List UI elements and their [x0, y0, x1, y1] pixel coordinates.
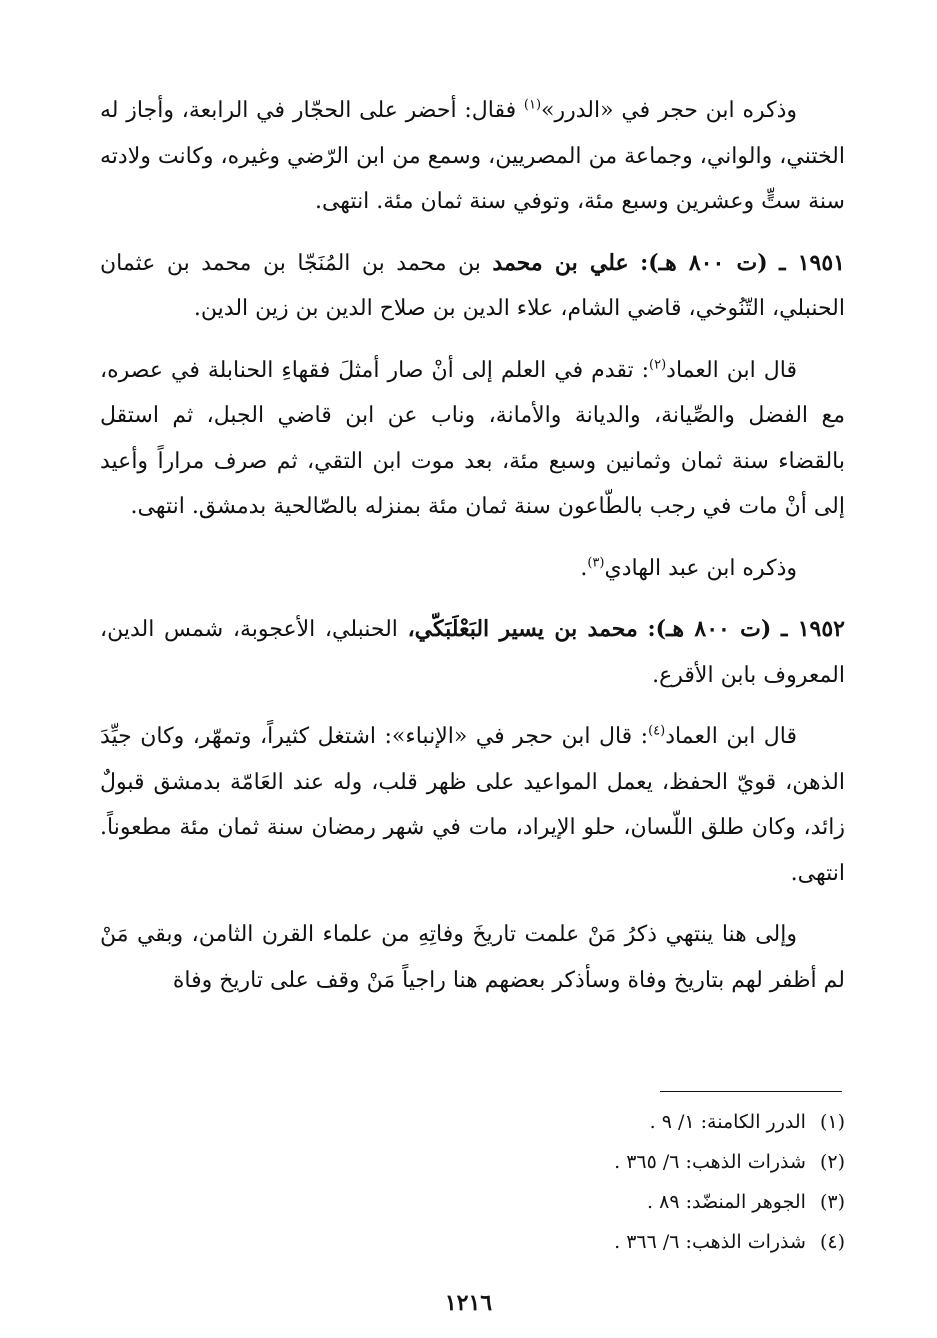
entry-name: محمد بن يسير البَعْلَبَكّي،	[407, 616, 638, 642]
paragraph-closing: وإلى هنا ينتهي ذكرُ مَنْ علمت تاريخَ وفاتِهِ من علماء القرن الثامن، وبقي مَنْ لم أظفر لهم بتاريخ وفاة وسأذكر بعضهم هنا راجياً مَنْ وقف على تاريخ وفاة	[100, 922, 845, 993]
entry-1951	[100, 241, 845, 332]
entry-number: ١٩٥١ ـ	[779, 249, 845, 276]
footnote-3	[100, 1182, 845, 1222]
footnote-ref-4[interactable]: (٤)	[648, 723, 666, 739]
footnote-text: الدرر الكامنة: ١/ ٩ .	[649, 1111, 806, 1133]
footnote-marker: (٢)	[819, 1151, 845, 1173]
paragraph-text: : قال ابن حجر في «الإنباء»: اشتغل كثيراً، وتمهّر، وكان جيِّدَ الذهن، قويّ الحفظ، يعمل المواعيد على ظهر قلب، وله عند العَامّة بدمشق قبولٌ زائد، وكان طلق اللّسان، حلو الإيراد، مات في شهر رمضان سنة ثمان مئة مطعوناً. انتهى.	[100, 724, 845, 886]
paragraph-ibn-hajar	[100, 88, 845, 225]
footnote-text: شذرات الذهب: ٦/ ٣٦٦ .	[614, 1231, 806, 1253]
entry-name: علي بن محمد	[492, 249, 629, 276]
page-number: ١٢١٦	[444, 1290, 493, 1316]
main-text	[100, 88, 845, 1019]
footnote-separator	[660, 1091, 842, 1092]
footnote-ref-3[interactable]: (٣)	[587, 555, 605, 571]
paragraph-text: .	[580, 555, 588, 581]
paragraph-text: فقال: أحضر على الحجّار في الرابعة، وأجاز له الختني، والواني، وجماعة من المصريين، وسمع من ابن الرّضي وغيره، وكانت ولادته سنة ستٍّ وعشرين وسبع مئة، وتوفي سنة ثمان مئة. انتهى.	[100, 98, 845, 214]
entry-death-date: (ت ٨٠٠ هـ):	[647, 616, 772, 642]
entry-number: ١٩٥٢ ـ	[780, 616, 845, 642]
footnote-marker: (٤)	[819, 1231, 845, 1253]
footnote-ref-2[interactable]: (٢)	[649, 357, 667, 373]
footnote-text: الجوهر المنضّد: ٨٩ .	[647, 1191, 806, 1213]
footnote-2	[100, 1142, 845, 1182]
footnote-marker: (٣)	[819, 1191, 845, 1213]
entry-death-date: (ت ٨٠٠ هـ):	[640, 249, 768, 276]
footnote-1	[100, 1102, 845, 1142]
entry-1952	[100, 607, 845, 698]
footnote-4	[100, 1222, 845, 1262]
entry-description: بن محمد بن المُنَجّا بن محمد بن عثمان الحنبلي، التّنُوخي، قاضي الشام، علاء الدين بن صلاح الدين بن زين الدين.	[100, 250, 845, 321]
entry-description: الحنبلي، الأعجوبة، شمس الدين، المعروف بابن الأقرع.	[100, 617, 845, 688]
footnote-text: شذرات الذهب: ٦/ ٣٦٥ .	[614, 1151, 806, 1173]
footnote-ref-1[interactable]: (١)	[523, 97, 542, 113]
paragraph-ibn-abd-alhadi	[100, 546, 845, 592]
paragraph-text: وذكره ابن حجر في «الدرر»	[541, 98, 798, 123]
footnote-marker: (١)	[819, 1111, 845, 1133]
paragraph-ibn-imad-2	[100, 714, 845, 896]
paragraph-text: وذكره ابن عبد الهادي	[604, 555, 797, 581]
footnotes	[100, 1102, 845, 1262]
paragraph-text: قال ابن العماد	[666, 357, 797, 383]
paragraph-text: : تقدم في العلم إلى أنْ صار أمثلَ فقهاءِ الحنابلة في عصره، مع الفضل والصِّيانة، والديانة والأمانة، وناب عن ابن قاضي الجبل، ثم استقل بالقضاء سنة ثمان وثمانين وسبع مئة، بعد موت ابن التقي، ثم صرف مراراً وأعيد إلى أنْ مات في رجب بالطّاعون سنة ثمان مئة بمنزله بالصّالحية بدمشق. انتهى.	[100, 357, 845, 519]
paragraph-text: قال ابن العماد	[665, 724, 797, 749]
paragraph-ibn-imad-1	[100, 348, 845, 530]
